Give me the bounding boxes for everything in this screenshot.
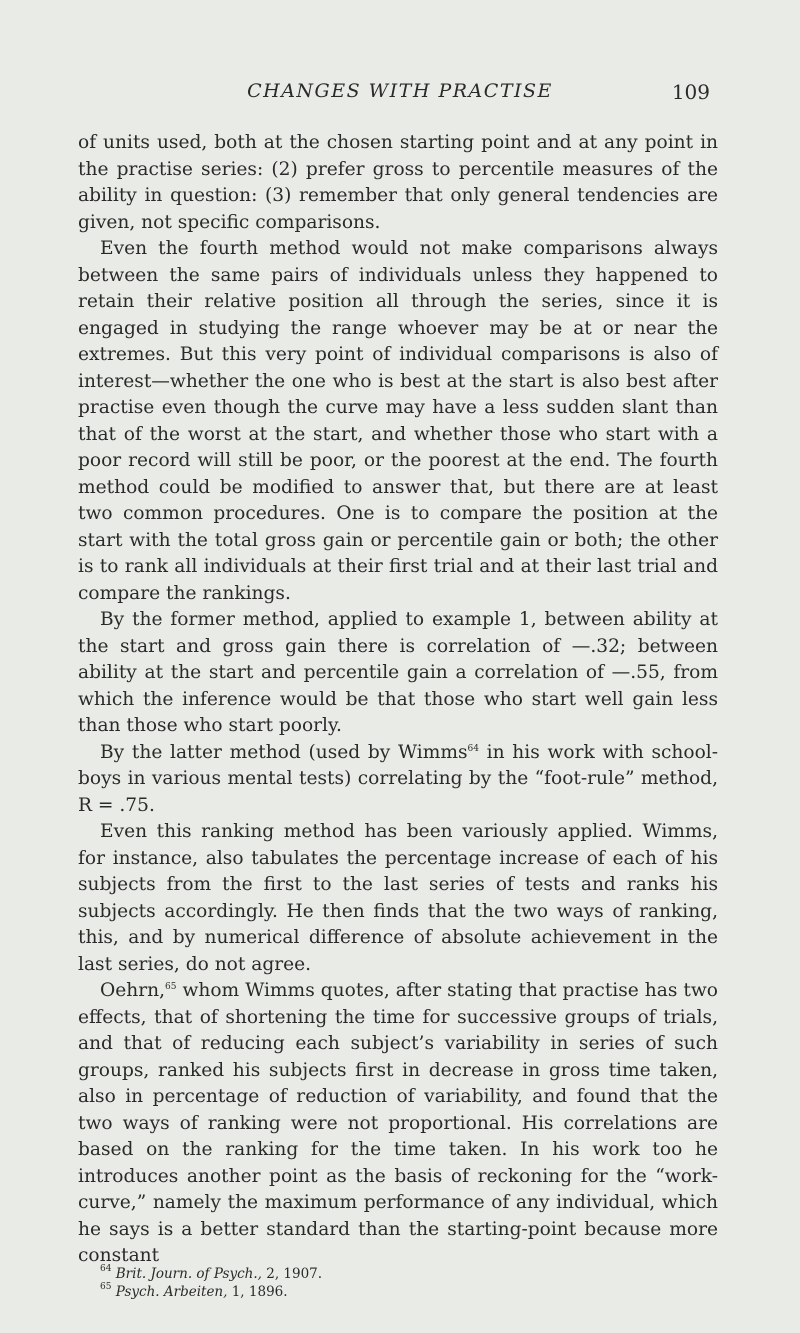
footnotes — [78, 1265, 718, 1301]
footnote-reference: 64 — [467, 743, 479, 754]
paragraph-text: By the latter method (used by Wimms — [100, 741, 468, 763]
paragraph-text: Oehrn, — [100, 980, 165, 1001]
body-text — [78, 130, 718, 1270]
paragraph — [78, 978, 718, 1270]
footnote-number: 64 — [100, 1264, 112, 1274]
footnote-detail: 1, 1896. — [227, 1284, 288, 1300]
footnote — [78, 1265, 718, 1283]
footnote-source: Psych. Arbeiten, — [115, 1284, 228, 1300]
footnote — [78, 1283, 718, 1301]
footnote-reference: 65 — [165, 982, 177, 992]
paragraph: of units used, both at the chosen starting point and at any point in the practise series: (2) prefer gross to percentile measures of the ability in question: (3) remember that only general tendencies are given, not specific comparisons. — [78, 132, 718, 233]
footnote-number: 65 — [100, 1282, 112, 1292]
paragraph: Even this ranking method has been variously applied. Wimms, for instance, also tabulates the percentage increase of each of his subjects from the first to the last series of tests and ranks his subjects accordingly. He then finds that the two ways of ranking, this, and by numerical difference of absolute achievement in the last series, do not agree. — [78, 821, 718, 975]
footnote-detail: 2, 1907. — [261, 1266, 323, 1282]
paragraph: By the former method, applied to example 1, between ability at the start and gross gain there is correlation of —.32; between ability at the start and percentile gain a correlation of —.55, from which the inference would be that those who start well gain less than those who start poorly. — [78, 609, 718, 736]
paragraph: Even the fourth method would not make comparisons always between the same pairs of individuals unless they happened to retain their relative position all through the series, since it is engaged in studying the range whoever may be at or near the extremes. But this very point of individual comparisons is also of interest—whether the one who is best at the start is also best after practise even though the curve may have a less sudden slant than that of the worst at the start, and whether those who start with a poor record will still be poor, or the poorest at the end. The fourth method could be modified to answer that, but there are at least two common procedures. One is to compare the position at the start with the total gross gain or percentile gain or both; the other is to rank all individuals at their first trial and at their last trial and compare the rankings. — [78, 238, 718, 604]
page-header — [0, 80, 800, 112]
paragraph-text: whom Wimms quotes, after stating that practise has two effects, that of shortening the time for successive groups of trials, and that of reducing each subject’s variability in series of such groups, ranked his subjects first in decrease in gross time taken, also in percentage of reduction of variability, and found that the two ways of ranking were not proportional. His correlations are based on the ranking for the time taken. In his work too he introduces another point as the basis of reckoning for the “work-curve,” namely the maximum performance of any individual, which he says is a better standard than the starting-point because more constant — [78, 980, 718, 1266]
page-number: 109 — [671, 80, 710, 104]
footnote-source: Brit. Journ. of Psych., — [115, 1266, 262, 1282]
paragraph — [78, 740, 718, 820]
running-title: CHANGES WITH PRACTISE — [247, 80, 553, 102]
paragraph-text: in his work with school-boys in various mental tests) correlating by the “foot-rule” method, R = .75. — [78, 741, 719, 816]
